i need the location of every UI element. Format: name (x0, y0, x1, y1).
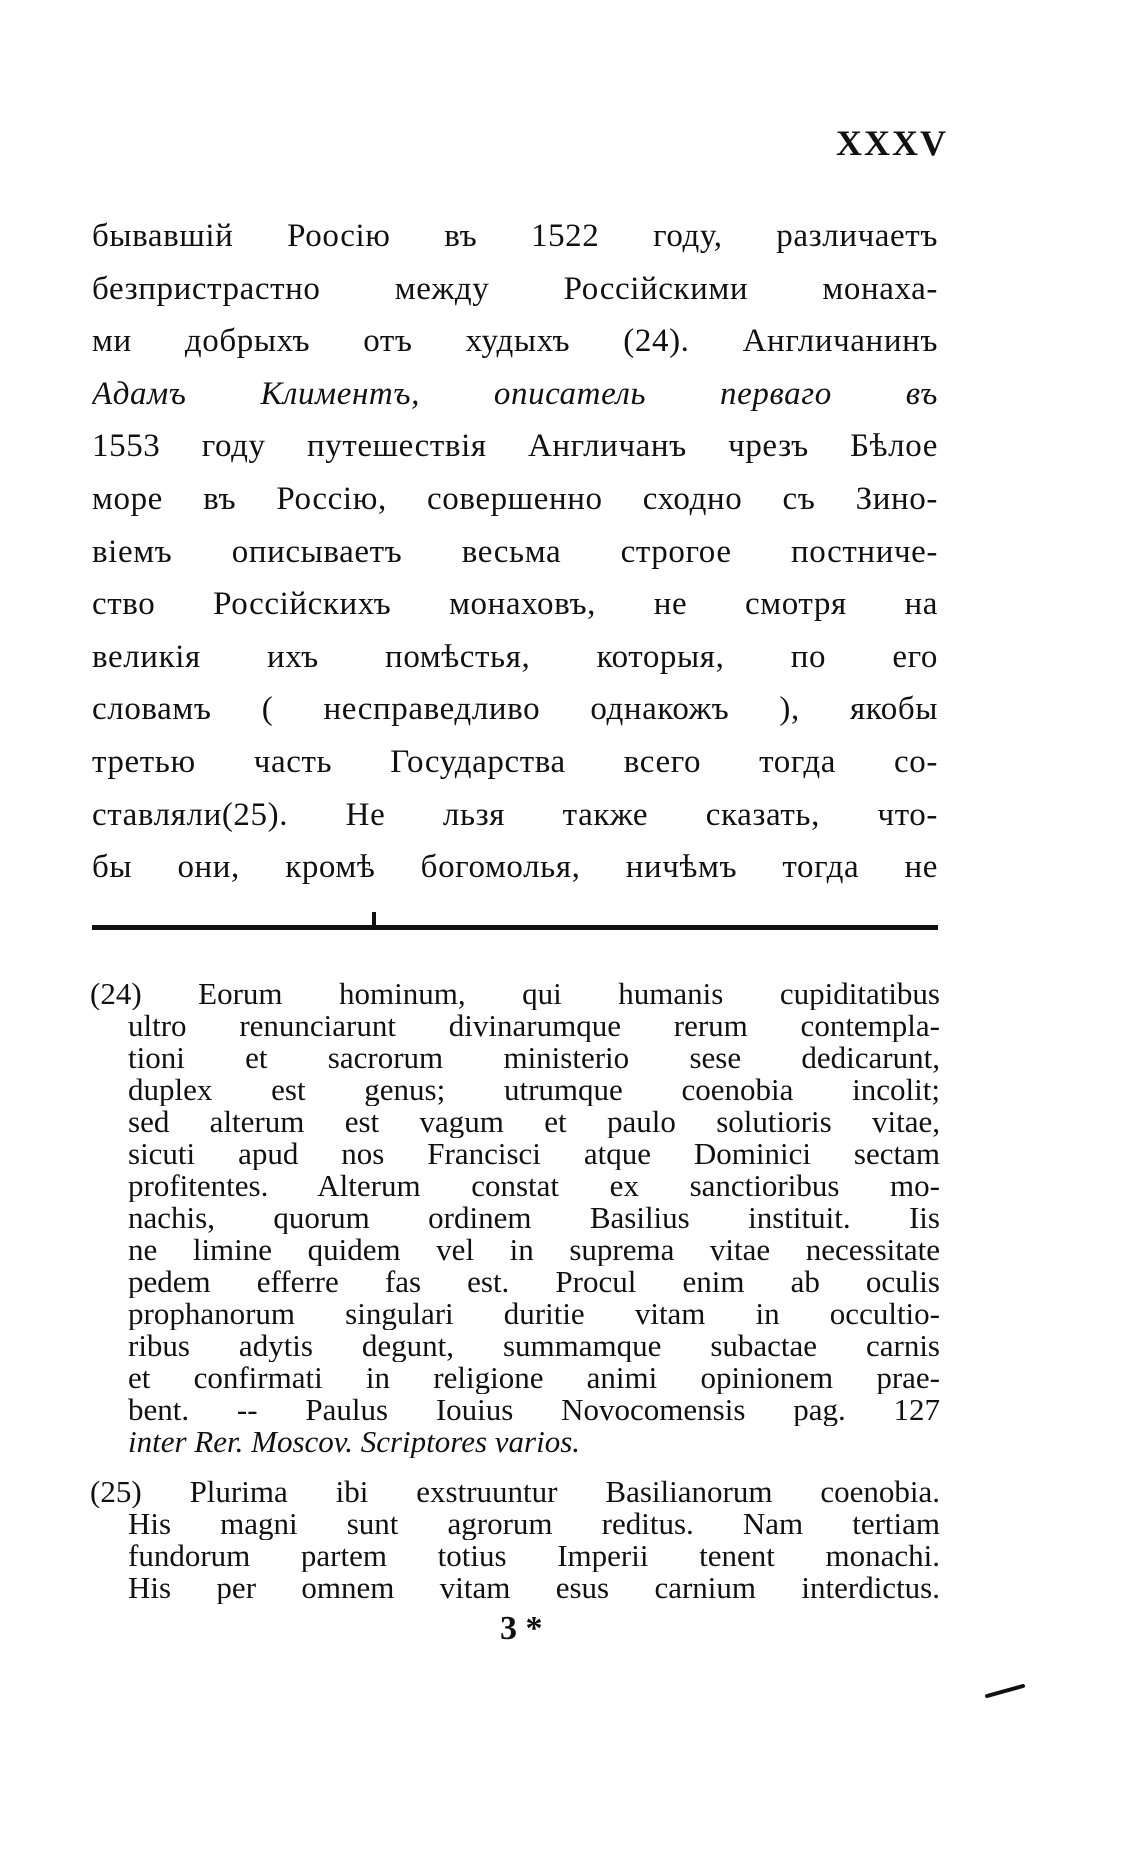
footnote-line: inter Rer. Moscov. Scriptores varios. (128, 1426, 581, 1458)
footnote-line: sicuti apud nos Francisci atque Dominici sectam (128, 1138, 940, 1170)
footnotes-block (90, 978, 940, 1604)
footnote-25 (90, 1476, 940, 1604)
footnote-line: nachis, quorum ordinem Basilius instituit. Iis (128, 1202, 940, 1234)
footnote-line: prophanorum singulari duritie vitam in occultio- (128, 1298, 940, 1330)
text-line: третью часть Государства всего тогда со- (92, 743, 938, 780)
text-line: ми добрыхъ отъ худыхъ (24). Англичанинъ (92, 323, 938, 360)
text-line: бывавшій Роосію въ 1522 году, различаетъ (92, 218, 938, 254)
text-line: бы они, кромѣ богомолья, ничѣмъ тогда не (92, 849, 938, 886)
text-line: ство Россійскихъ монаховъ, не смотря на (92, 586, 938, 623)
footnote-line: His magni sunt agrorum reditus. Nam tertiam (128, 1508, 940, 1540)
footnote-line: ne limine quidem vel in suprema vitae necessitate (128, 1234, 940, 1266)
main-text-block (92, 210, 938, 894)
footnote-line: sed alterum est vagum et paulo solutioris vitae, (128, 1106, 940, 1138)
footnote-line: profitentes. Alterum constat ex sanctioribus mo- (128, 1170, 940, 1202)
footnote-divider (92, 925, 938, 930)
footnote-line: ultro renunciarunt divinarumque rerum contempla- (128, 1010, 940, 1042)
footnote-line: duplex est genus; utrumque coenobia incolit; (128, 1074, 940, 1106)
footnote-line: bent. -- Paulus Iouius Novocomensis pag. 127 (128, 1394, 940, 1426)
footnote-line: et confirmati in religione animi opinionem prae- (128, 1362, 940, 1394)
ink-mark-icon (985, 1684, 1025, 1698)
footnote-24 (90, 978, 940, 1458)
text-line: ставляли(25). Не льзя также сказать, что- (92, 796, 938, 833)
text-line: віемъ описываетъ весьма строгое постниче- (92, 533, 938, 570)
divider-tick (372, 912, 376, 926)
footnote-line: (25) Plurima ibi exstruuntur Basilianorum coenobia. (90, 1476, 940, 1508)
text-line: Адамъ Климентъ, описатель перваго въ (92, 375, 938, 412)
page-number: XXXV (836, 123, 948, 163)
text-line: словамъ ( несправедливо однакожъ ), якобы (92, 691, 938, 728)
text-line: море въ Россію, совершенно сходно съ Зино- (92, 480, 938, 517)
text-line: великія ихъ помѣстья, которыя, по его (92, 638, 938, 675)
text-line: безпристрастно между Россійскими монаха- (92, 270, 938, 307)
footnote-line: tioni et sacrorum ministerio sese dedicarunt, (128, 1042, 940, 1074)
footnote-line: pedem efferre fas est. Procul enim ab oculis (128, 1266, 940, 1298)
footnote-line: (24) Eorum hominum, qui humanis cupiditatibus (90, 978, 940, 1010)
footnote-line: His per omnem vitam esus carnium interdictus. (128, 1572, 940, 1604)
footnote-line: fundorum partem totius Imperii tenent monachi. (128, 1540, 940, 1572)
footnote-line: ribus adytis degunt, summamque subactae carnis (128, 1330, 940, 1362)
signature-mark: 3 * (500, 1610, 543, 1647)
text-line: 1553 году путешествія Англичанъ чрезъ Бѣлое (92, 428, 938, 465)
